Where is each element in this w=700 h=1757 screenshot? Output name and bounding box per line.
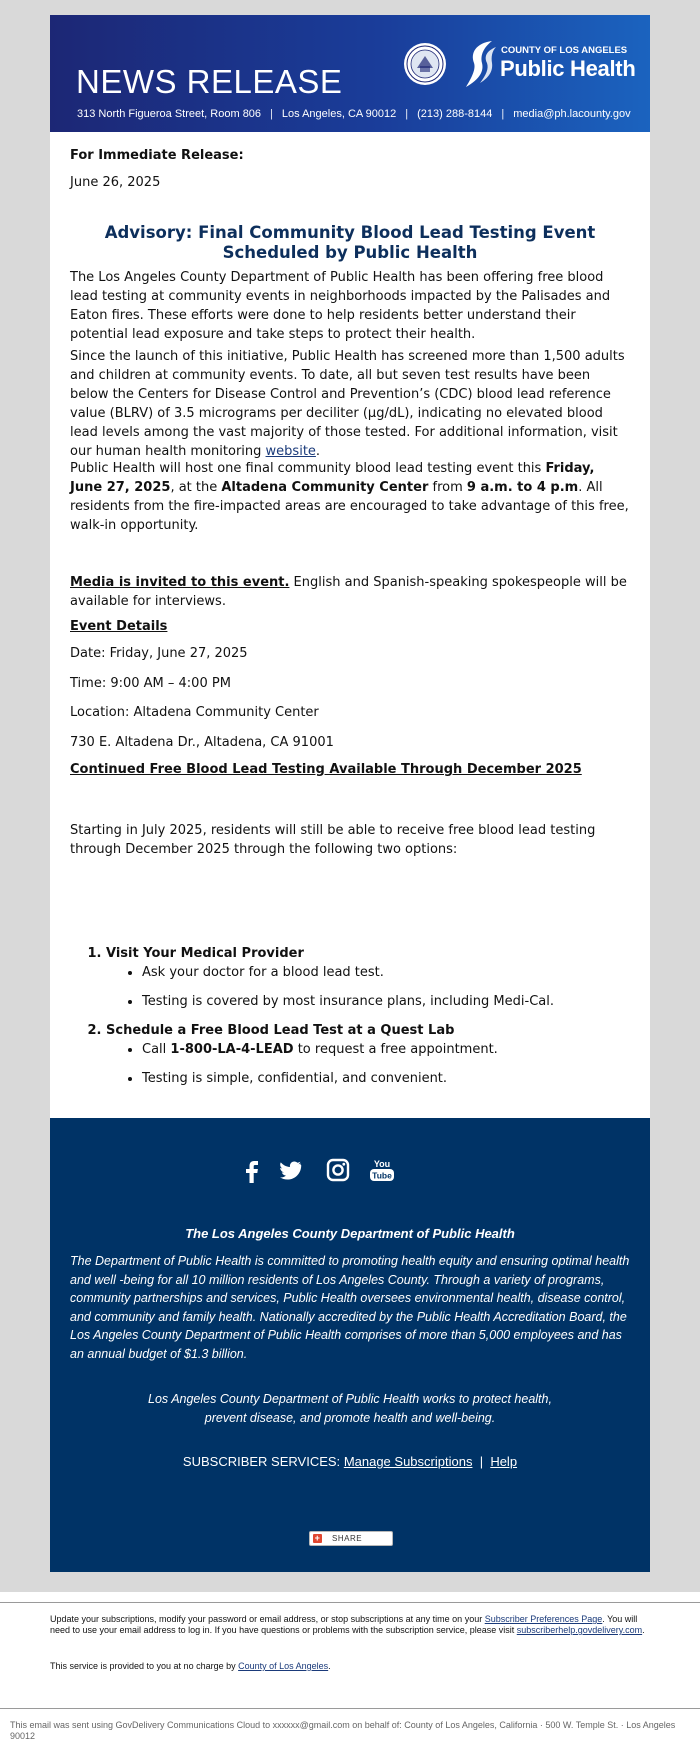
share-label: SHARE (332, 1534, 363, 1543)
plus-icon: + (314, 1533, 321, 1543)
dph-description: The Department of Public Health is committed to promoting health equity and ensuring optimal health and well -being for all 10 million residents of Los Angeles County. Through a variety of programs, community partnerships and services, Public Health oversees environmental health, disease control, and community and family health. Nationally accredited by the Public Health Accreditation Board, the Los Angeles County Department of Public Health comprises of more than 5,000 employees and has an annual budget of $1.3 billion. (70, 1254, 630, 1361)
paragraph-event (70, 459, 630, 535)
phone-number-bold: 1-800-LA-4-LEAD (170, 1042, 294, 1057)
provided-text: This service is provided to you at no charge by (50, 1661, 239, 1671)
update-text: Update your subscriptions, modify your password or email address, or stop subscriptions at any time on your (50, 1614, 485, 1624)
twitter-icon[interactable] (276, 1156, 304, 1184)
youtube-you-text: You (373, 1159, 391, 1169)
release-date: June 26, 2025 (70, 175, 161, 190)
bullet-item (142, 1040, 646, 1059)
help-link[interactable]: Help (490, 1454, 518, 1469)
share-button[interactable] (309, 1531, 393, 1546)
divider (0, 1708, 700, 1709)
manage-subscriptions-link[interactable]: Manage Subscriptions (343, 1454, 473, 1469)
facebook-icon[interactable] (238, 1156, 266, 1184)
service-provided-text (50, 1661, 650, 1672)
paragraph-screening (70, 347, 630, 461)
address: 313 North Figueroa Street, Room 806 (77, 108, 262, 120)
link-separator: | (479, 1454, 484, 1469)
bullet-text: Call (142, 1042, 171, 1057)
subscriber-services (50, 1454, 650, 1469)
headline: Advisory: Final Community Blood Lead Testing Event Scheduled by Public Health (104, 223, 596, 262)
option-bullets (106, 963, 646, 1011)
event-details-heading (70, 617, 630, 636)
footer-block (50, 1118, 650, 1572)
event-location: Location: Altadena Community Center (70, 705, 319, 720)
event-text: , at the (170, 480, 222, 495)
event-time: Time: 9:00 AM – 4:00 PM (70, 676, 231, 691)
release-label: For Immediate Release: (70, 148, 244, 163)
news-release-header (50, 15, 650, 132)
email: media@ph.lacounty.gov (513, 108, 631, 120)
mission-line: Los Angeles County Department of Public Health works to protect health, (148, 1392, 552, 1406)
separator: | (501, 108, 505, 120)
continued-heading-text: Continued Free Blood Lead Testing Available Through December 2025 (70, 762, 582, 777)
mission-line: prevent disease, and promote health and well-being. (204, 1410, 496, 1425)
event-address: 730 E. Altadena Dr., Altadena, CA 91001 (70, 735, 334, 750)
bullet-item: • Testing is covered by most insurance plans, including Medi-Cal. (142, 992, 646, 1011)
paragraph-intro: The Los Angeles County Department of Public Health has been offering free blood lead testing at community events in neighborhoods impacted by the Palisades and Eaton fires. These efforts were done to help residents better understand their potential lead exposure and take steps to protect their health. (70, 270, 611, 342)
period: . (315, 444, 321, 459)
bullet-item: • Ask your doctor for a blood lead test. (142, 963, 646, 982)
update-subscriptions-text (50, 1614, 650, 1636)
event-time-bold: 9 a.m. to 4 p.m (466, 480, 579, 495)
youtube-icon[interactable] (368, 1156, 396, 1184)
event-place-bold: Altadena Community Center (221, 480, 429, 495)
youtube-tube-text: Tube (372, 1170, 392, 1181)
phone: (213) 288-8144 (417, 108, 493, 120)
subscriber-label: SUBSCRIBER SERVICES: (182, 1454, 341, 1469)
option-title: Visit Your Medical Provider (106, 946, 304, 961)
media-invite-bold: Media is invited to this event. (70, 575, 290, 590)
dph-title: The Los Angeles County Department of Public Health (185, 1226, 515, 1241)
instagram-icon[interactable] (324, 1156, 352, 1184)
media-paragraph (70, 573, 630, 611)
contact-line (77, 108, 631, 120)
separator: | (405, 108, 409, 120)
sent-using-text: This email was sent using GovDelivery Communications Cloud to xxxxxx@gmail.com on behalf of: County of Los Angeles, California · 500 W. Temple St. · Los Angeles 90012 (10, 1720, 676, 1741)
bullet-item: • Testing is simple, confidential, and convenient. (142, 1069, 646, 1088)
public-health-logo-icon (462, 39, 498, 91)
event-date-bold: Friday, June 27, 2025 (70, 461, 595, 495)
county-link[interactable]: County of Los Angeles (238, 1661, 329, 1671)
event-text: Public Health will host one final community blood lead testing event this (70, 461, 546, 476)
email-card (50, 15, 650, 1572)
update-text: . (642, 1625, 645, 1635)
event-text: . All residents from the fire-impacted areas are encouraged to take advantage of this free, walk-in opportunity. (70, 480, 629, 533)
logo-public-health-text: Public Health (500, 56, 636, 81)
testing-options-list (70, 944, 646, 1098)
subscriber-preferences-link[interactable]: Subscriber Preferences Page (484, 1614, 603, 1624)
continued-intro: Starting in July 2025, residents will still be able to receive free blood lead testing through December 2025 through the following two options: (70, 823, 596, 857)
city: Los Angeles, CA 90012 (281, 108, 397, 120)
bullet-text: to request a free appointment. (293, 1042, 498, 1057)
option-title: Schedule a Free Blood Lead Test at a Quest Lab (106, 1023, 455, 1038)
option-bullets (106, 1040, 646, 1088)
paragraph-screening-text: Since the launch of this initiative, Public Health has screened more than 1,500 adults and children at community events. To date, all but seven test results have been below the Centers for Disease Control and Prevention’s (CDC) blood lead reference value (BLRV) of 3.5 micrograms per deciliter (µg/dL), indicating no elevated blood lead levels among the vast majority of those tested. For additional information, visit our human health monitoring (70, 349, 625, 459)
media-text: English and Spanish-speaking spokespeople will be available for interviews. (70, 575, 627, 609)
event-text: from (428, 480, 467, 495)
county-seal-icon (403, 42, 447, 86)
website-link[interactable]: website (265, 444, 316, 459)
divider (0, 1602, 700, 1603)
update-text: . You will need to use your email address to log in. If you have questions or problems with the subscription service, please visit (50, 1614, 638, 1635)
continued-heading (70, 760, 630, 779)
logo-county-text: COUNTY OF LOS ANGELES (501, 45, 628, 56)
news-release-title: NEWS RELEASE (76, 63, 343, 100)
event-details-heading-text: Event Details (70, 619, 168, 634)
provided-text: . (328, 1661, 331, 1671)
subscriber-help-link[interactable]: subscriberhelp.govdelivery.com (516, 1625, 643, 1635)
event-date: Date: Friday, June 27, 2025 (70, 646, 248, 661)
dph-mission (110, 1390, 590, 1427)
option-item (106, 1021, 646, 1088)
option-item (106, 944, 646, 1011)
separator: | (270, 108, 273, 120)
